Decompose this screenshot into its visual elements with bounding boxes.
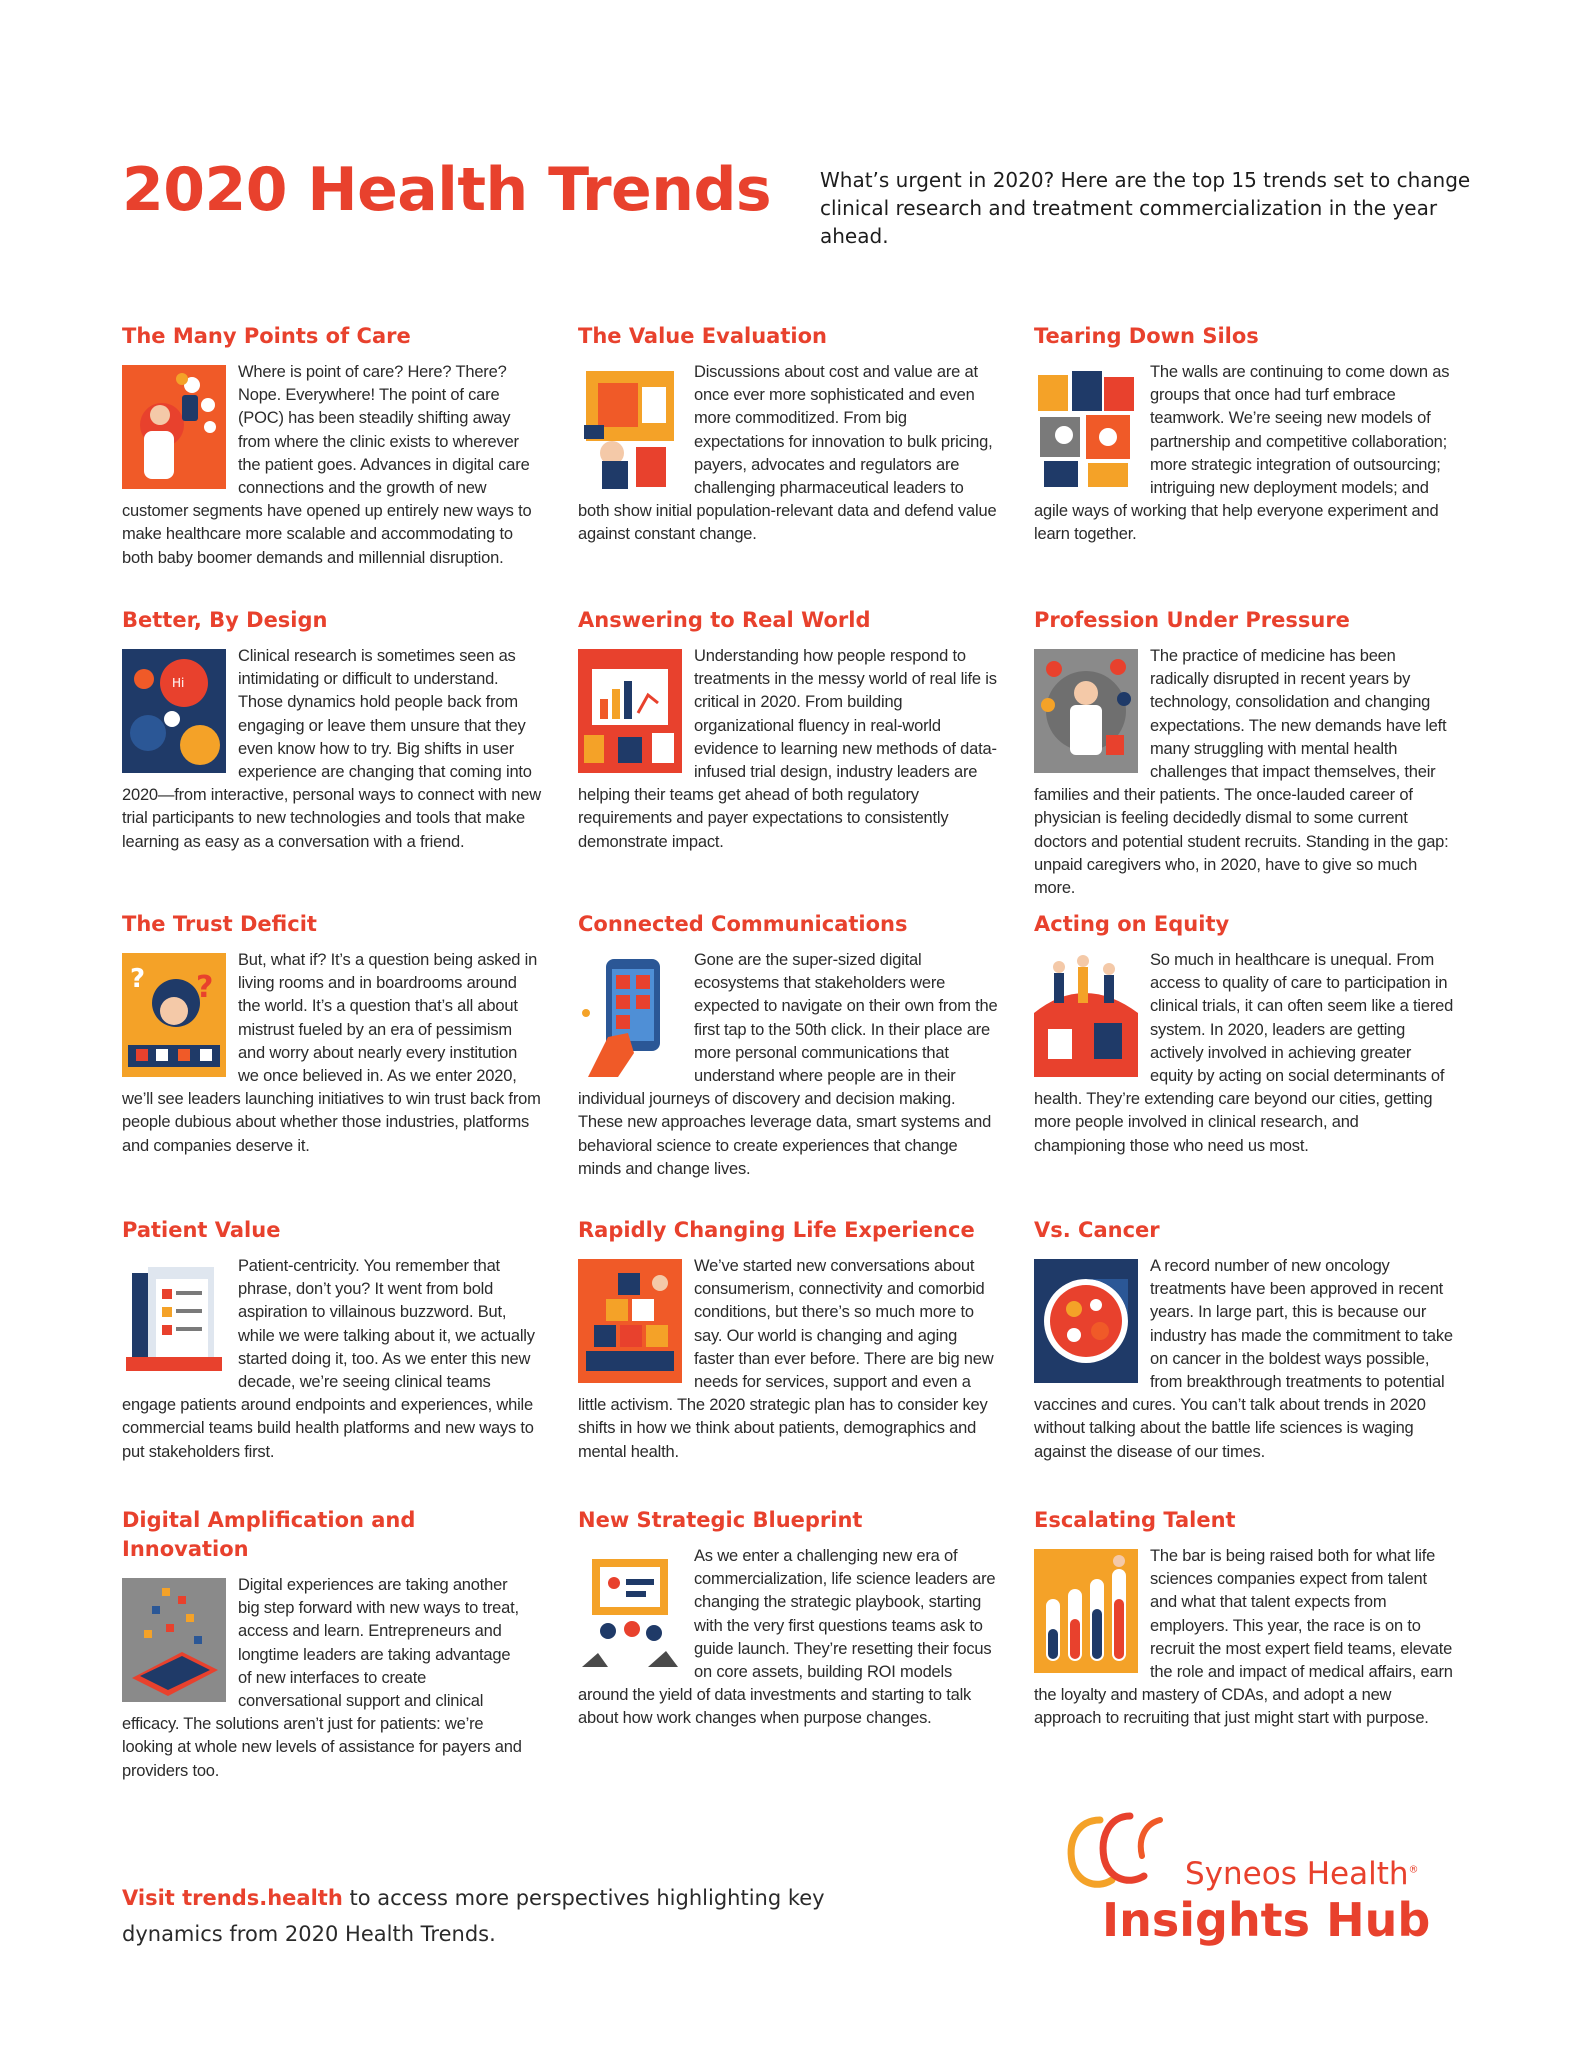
syneos-mark-icon: [1060, 1810, 1180, 1894]
trend-title: Better, By Design: [122, 608, 328, 632]
trend-body: Understanding how people respond to treatments in the messy world of real life is critical in 2020. From building organizational fluency in real-world evidence to learning new methods of data-infused trial design, industry leaders are helping their teams get ahead of both regulatory requirements and payer expectations to consistently demonstrate impact.: [578, 647, 997, 851]
trend-title: Patient Value: [122, 1218, 281, 1242]
trend-title: The Trust Deficit: [122, 912, 317, 936]
svg-text:?: ?: [196, 970, 214, 1005]
trend-title: Vs. Cancer: [1034, 1218, 1160, 1242]
trend-title: New Strategic Blueprint: [578, 1508, 863, 1532]
trend-card-digital-amplification: [122, 1506, 522, 1783]
intro-text: What’s urgent in 2020? Here are the top 15 trends set to change clinical research and treatment commercialization in the year ahead.: [820, 168, 1471, 248]
trend-card-rapidly-changing-life: [578, 1216, 998, 1464]
trend-card-tearing-down-silos: [1034, 322, 1454, 547]
trend-title: Tearing Down Silos: [1034, 324, 1259, 348]
trend-title: Connected Communications: [578, 912, 908, 936]
logo-insights-hub: Insights Hub: [1102, 1893, 1431, 1947]
trend-card-connected-communications: [578, 910, 998, 1181]
trend-body: As we enter a challenging new era of commercialization, life science leaders are changing the strategic playbook, starting with the very first questions teams ask to guide launch. They’re resetting their focus on core assets, building ROI models around the yield of data investments and starting to talk about how work changes when purpose changes.: [578, 1547, 996, 1728]
trend-body: Where is point of care? Here? There? Nope. Everywhere! The point of care (POC) has been steadily shifting away from where the clinic exists to wherever the patient goes. Advances in digital care connections and the growth of new customer segments have opened up entirely new ways to make healthcare more scalable and accommodating to both baby boomer demands and millennial disruption.: [122, 363, 532, 567]
page-title: 2020 Health Trends: [122, 155, 772, 225]
building-blocks-icon: [578, 1259, 682, 1383]
trend-body: We’ve started new conversations about consumerism, connectivity and comorbid conditions, but there’s so much more to say. Our world is changing and aging faster than ever before. There are big new needs for services, support and even a little activism. The 2020 strategic plan has to consider key shifts in how we think about patients, demographics and mental health.: [578, 1257, 994, 1461]
trend-body: Gone are the super-sized digital ecosystems that stakeholders were expected to navigate on their own from the first tap to the 50th click. In their place are more personal communications that understand where people are in their individual journeys of discovery and decision making. These new approaches leverage data, smart systems and behavioral science to create experiences that change minds and change lives.: [578, 951, 998, 1178]
trend-body: Patient-centricity. You remember that phrase, don’t you? It went from bold aspiration to villainous buzzword. But, while we were talking about it, we actually started doing it, too. As we enter this new decade, we’re seeing clinical teams engage patients around endpoints and experiences, while commercial teams build health platforms and new ways to put stakeholders first.: [122, 1257, 535, 1461]
data-dashboard-icon: [578, 649, 682, 773]
design-bubbles-icon: [122, 649, 226, 773]
trend-body: Discussions about cost and value are at once ever more sophisticated and even more commoditized. From big expectations for innovation to bulk pricing, payers, advocates and regulators are challenging pharmaceutical leaders to both show initial population-relevant data and defend value against constant change.: [578, 363, 997, 544]
value-board-icon: [578, 365, 682, 489]
svg-text:Hi: Hi: [172, 676, 185, 690]
svg-text:?: ?: [130, 964, 146, 994]
trend-card-vs-cancer: [1034, 1216, 1454, 1464]
trend-title: The Value Evaluation: [578, 324, 827, 348]
trend-title: Escalating Talent: [1034, 1508, 1236, 1532]
trend-card-new-strategic-blueprint: [578, 1506, 998, 1731]
footer-text: [122, 1880, 842, 1952]
trend-card-acting-on-equity: [1034, 910, 1454, 1158]
trends-link[interactable]: Visit trends.health: [122, 1886, 343, 1910]
trend-card-many-points-of-care: [122, 322, 542, 570]
trend-body: The practice of medicine has been radically disrupted in recent years by technology, consolidation and changing expectations. The new demands have left many struggling with mental health challenges that impact themselves, their families and their patients. The once-lauded career of physician is feeling decidedly dismal to some current doctors and potential student recruits. Standing in the gap: unpaid caregivers who, in 2020, have to give so much more.: [1034, 647, 1449, 898]
trend-body: The walls are continuing to come down as groups that once had turf embrace teamwork. We’re seeing new models of partnership and competitive collaboration; more strategic integration of outsourcing; intriguing new deployment models; and agile ways of working that help everyone experiment and learn together.: [1034, 363, 1450, 544]
tablet-amplify-icon: [122, 1578, 226, 1702]
trend-body: Digital experiences are taking another big step forward with new ways to treat, access and learn. Entrepreneurs and longtime leaders are taking advantage of new interfaces to create conversational support and clinical efficacy. The solutions aren’t just for patients: we’re looking at whole new levels of assistance for payers and providers too.: [122, 1576, 522, 1780]
teamwork-icon: [1034, 365, 1138, 489]
equity-community-icon: [1034, 953, 1138, 1077]
trend-card-answering-real-world: [578, 606, 998, 854]
trend-title: The Many Points of Care: [122, 324, 411, 348]
trend-title: Profession Under Pressure: [1034, 608, 1350, 632]
trend-card-value-evaluation: [578, 322, 998, 547]
trend-title: Digital Amplification and Innovation: [122, 1508, 416, 1561]
trend-card-escalating-talent: [1034, 1506, 1454, 1731]
trend-card-better-by-design: [122, 606, 542, 854]
trend-card-trust-deficit: [122, 910, 542, 1158]
trend-card-profession-under-pressure: [1034, 606, 1454, 900]
trend-title: Rapidly Changing Life Experience: [578, 1218, 975, 1242]
question-person-icon: [122, 953, 226, 1077]
trend-body: The bar is being raised both for what life sciences companies expect from talent and what that talent expects from employers. This year, the race is on to recruit the most expert field teams, elevate the role and impact of medical affairs, earn the loyalty and mastery of CDAs, and adopt a new approach to recruiting that just might start with purpose.: [1034, 1547, 1453, 1728]
clipboard-icon: [122, 1259, 226, 1383]
footer-description: to access more perspectives highlighting key dynamics from 2020 Health Trends.: [122, 1886, 825, 1946]
trend-body: But, what if? It’s a question being asked in living rooms and in boardrooms around the world. It’s a question that’s all about mistrust fueled by an era of pessimism and worry about nearly every institution we once believed in. As we enter 2020, we’ll see leaders launching initiatives to win trust back from people dubious about whether those industries, platforms and companies deserve it.: [122, 951, 541, 1155]
doctor-phone-icon: [122, 365, 226, 489]
strategy-board-icon: [578, 1549, 682, 1673]
trend-body: So much in healthcare is unequal. From access to quality of care to participation in clinical trials, it can often seem like a tiered system. In 2020, leaders are getting actively involved in achieving greater equity by acting on social determinants of health. They’re extending care beyond our cities, getting more people involved in clinical research, and championing those who need us most.: [1034, 951, 1454, 1155]
cells-icon: [1034, 1259, 1138, 1383]
trend-card-patient-value: [122, 1216, 542, 1464]
trend-title: Answering to Real World: [578, 608, 871, 632]
phone-tap-icon: [578, 953, 682, 1077]
doctor-pressure-icon: [1034, 649, 1138, 773]
logo-brand: Syneos Health®: [1185, 1856, 1419, 1892]
test-tubes-icon: [1034, 1549, 1138, 1673]
trend-title: Acting on Equity: [1034, 912, 1230, 936]
trend-body: Clinical research is sometimes seen as intimidating or difficult to understand. Those dynamics hold people back from engaging or leave them unsure that they even know how to try. Big shifts in user experience are changing that coming into 2020—from interactive, personal ways to connect with new trial participants to new technologies and tools that make learning as easy as a conversation with a friend.: [122, 647, 541, 851]
trend-body: A record number of new oncology treatments have been approved in recent years. In large part, this is because our industry has made the commitment to take on cancer in the boldest ways possible, from breakthrough treatments to potential vaccines and cures. You can’t talk about trends in 2020 without talking about the battle life sciences is waging against the disease of our times.: [1034, 1257, 1453, 1461]
syneos-logo: [1060, 1810, 1480, 1947]
